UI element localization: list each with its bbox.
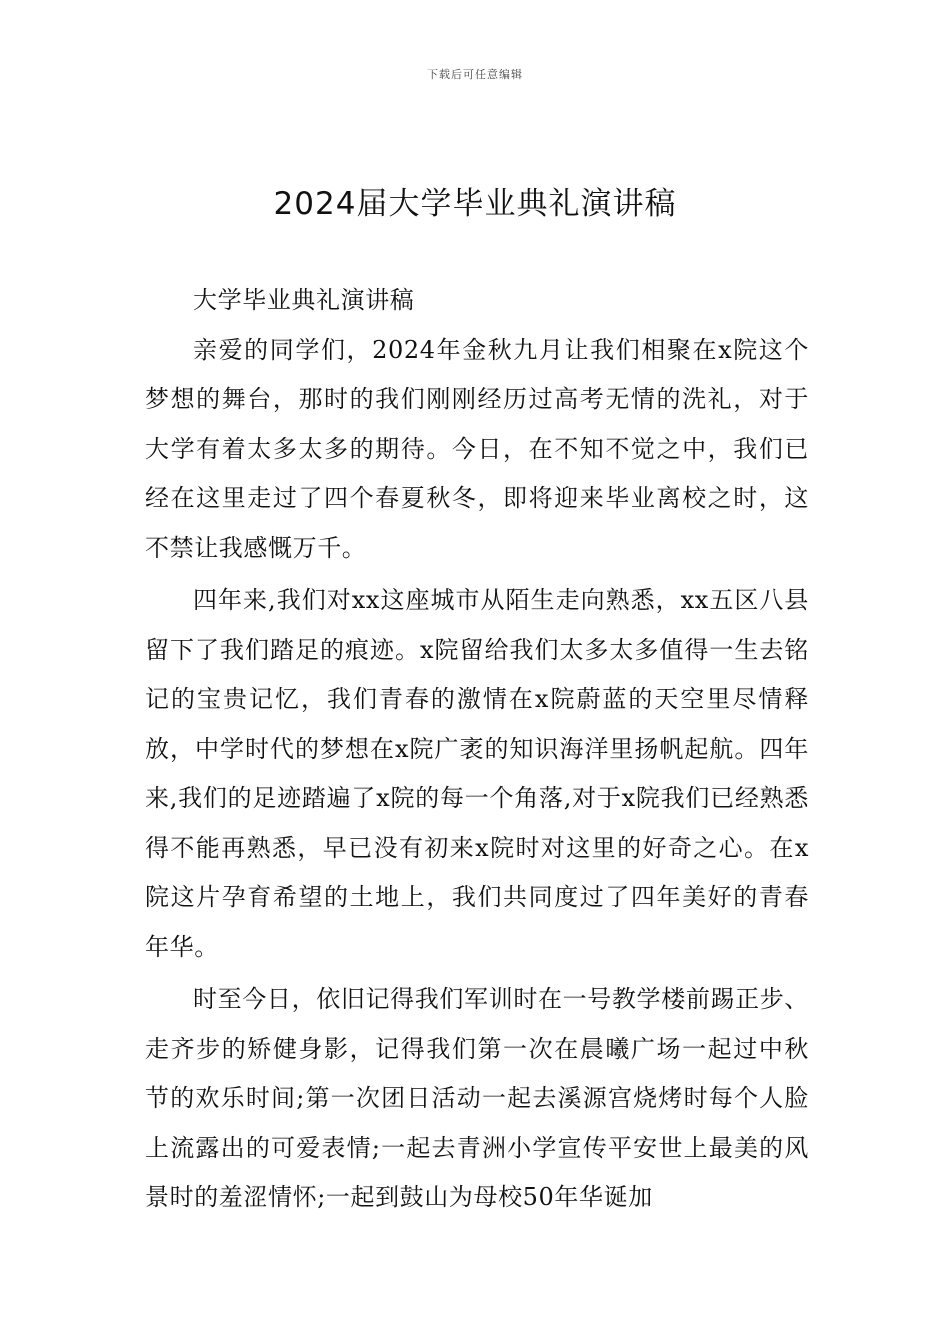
header-note: 下载后可任意编辑 (427, 68, 523, 81)
paragraph: 时至今日，依旧记得我们军训时在一号教学楼前踢正步、走齐步的矫健身影，记得我们第一次在晨曦广场一起过中秋节的欢乐时间;第一次团日活动一起去溪源宫烧烤时每个人脸上流露出的可爱表情;一起去青洲小学宣传平安世上最美的风景时的羞涩情怀;一起到鼓山为母校50年华诞加 (145, 985, 809, 1211)
document-subheading: 大学毕业典礼演讲稿 (193, 286, 415, 314)
paragraph: 亲爱的同学们，2024年金秋九月让我们相聚在x院这个梦想的舞台，那时的我们刚刚经历过高考无情的洗礼，对于大学有着太多太多的期待。今日，在不知不觉之中，我们已经在这里走过了四个春夏秋冬，即将迎来毕业离校之时，这不禁让我感慨万千。 (145, 335, 809, 562)
document-title: 2024届大学毕业典礼演讲稿 (273, 186, 677, 222)
document-body (145, 276, 809, 1226)
paragraph: 四年来,我们对xx这座城市从陌生走向熟悉，xx五区八县留下了我们踏足的痕迹。x院留给我们太多太多值得一生去铭记的宝贵记忆，我们青春的激情在x院蔚蓝的天空里尽情释放，中学时代的梦想在x院广袤的知识海洋里扬帆起航。四年来,我们的足迹踏遍了x院的每一个角落,对于x院我们已经熟悉得不能再熟悉，早已没有初来x院时对这里的好奇之心。在x院这片孕育希望的土地上，我们共同度过了四年美好的青春年华。 (145, 586, 809, 961)
